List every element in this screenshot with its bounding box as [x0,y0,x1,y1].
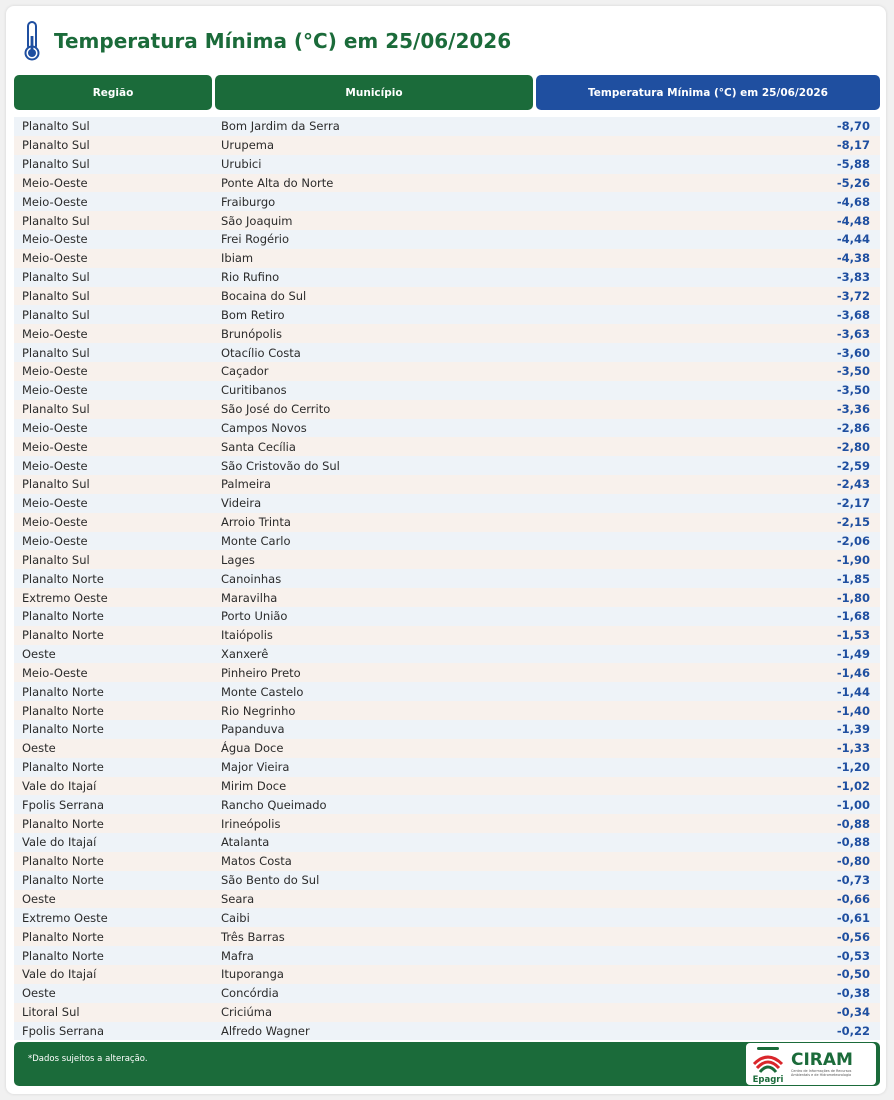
regiao-cell: Meio-Oeste [22,194,88,209]
temperatura-cell: -0,80 [836,854,870,869]
temperatura-cell: -0,50 [836,967,870,982]
epagri-logo [748,1044,788,1084]
regiao-cell: Planalto Norte [22,854,104,869]
regiao-cell: Planalto Norte [22,722,104,737]
table-row [14,249,880,268]
table-row [14,795,880,814]
temperatura-cell: -5,88 [836,157,870,172]
temperatura-cell: -1,02 [836,778,870,793]
regiao-cell: Planalto Sul [22,402,90,417]
page-title: Temperatura Mínima (°C) em 25/06/2026 [54,29,512,53]
temperatura-cell: -0,88 [836,816,870,831]
temperatura-cell: -1,85 [836,571,870,586]
column-header-municipio: Município [215,75,533,110]
regiao-cell: Meio-Oeste [22,383,88,398]
regiao-cell: Oeste [22,741,56,756]
municipio-cell: Irineópolis [221,816,281,831]
ciram-subtitle: Centro de Informações de Recursos Ambientais e de Hidrometeorologia [791,1068,852,1077]
ciram-logo [791,1049,871,1077]
municipio-cell: Major Vieira [221,760,290,775]
municipio-cell: Pinheiro Preto [221,665,301,680]
temperatura-cell: -8,70 [836,119,870,134]
municipio-cell: Arroio Trinta [221,515,291,530]
table-row [14,192,880,211]
temperatura-cell: -0,38 [836,986,870,1001]
temperatura-cell: -2,86 [836,420,870,435]
temperatura-cell: -4,48 [836,213,870,228]
table-row [14,475,880,494]
regiao-cell: Meio-Oeste [22,251,88,266]
regiao-cell: Planalto Sul [22,138,90,153]
table-row [14,890,880,909]
temperatura-cell: -1,33 [836,741,870,756]
temperatura-cell: -0,22 [836,1023,870,1038]
regiao-cell: Litoral Sul [22,1005,80,1020]
municipio-cell: São José do Cerrito [221,402,331,417]
table-row [14,305,880,324]
table-row [14,720,880,739]
table-row [14,419,880,438]
municipio-cell: Três Barras [221,929,285,944]
temperatura-cell: -1,49 [836,647,870,662]
temperatura-cell: -1,39 [836,722,870,737]
regiao-cell: Oeste [22,986,56,1001]
temperatura-cell: -3,63 [836,326,870,341]
regiao-cell: Planalto Norte [22,948,104,963]
table-row [14,381,880,400]
regiao-cell: Planalto Sul [22,270,90,285]
table-row [14,701,880,720]
temperatura-cell: -2,80 [836,439,870,454]
table-row [14,155,880,174]
table-row [14,588,880,607]
regiao-cell: Planalto Sul [22,477,90,492]
municipio-cell: Alfredo Wagner [221,1023,310,1038]
temperatura-cell: -1,80 [836,590,870,605]
regiao-cell: Planalto Norte [22,609,104,624]
temperatura-cell: -0,56 [836,929,870,944]
table-row [14,400,880,419]
municipio-cell: Santa Cecília [221,439,296,454]
table-row [14,626,880,645]
regiao-cell: Oeste [22,892,56,907]
municipio-cell: Brunópolis [221,326,282,341]
table-row [14,136,880,155]
column-header-regiao: Região [14,75,212,110]
table-row [14,663,880,682]
municipio-cell: Ibiam [221,251,254,266]
ciram-label: CIRAM [791,1049,853,1070]
municipio-cell: Seara [221,892,255,907]
municipio-cell: Canoinhas [221,571,282,586]
regiao-cell: Vale do Itajaí [22,835,97,850]
temperatura-cell: -3,60 [836,345,870,360]
municipio-cell: Matos Costa [221,854,292,869]
temperatura-cell: -2,43 [836,477,870,492]
municipio-cell: Rancho Queimado [221,797,327,812]
municipio-cell: Ponte Alta do Norte [221,175,334,190]
temperatura-cell: -1,20 [836,760,870,775]
regiao-cell: Planalto Sul [22,157,90,172]
municipio-cell: Urupema [221,138,275,153]
municipio-cell: Atalanta [221,835,270,850]
municipio-cell: Bom Jardim da Serra [221,119,340,134]
temperatura-cell: -0,73 [836,873,870,888]
title-bar [18,20,511,62]
regiao-cell: Meio-Oeste [22,458,88,473]
municipio-cell: São Cristovão do Sul [221,458,340,473]
temperatura-cell: -5,26 [836,175,870,190]
table-row [14,343,880,362]
temperatura-cell: -1,53 [836,628,870,643]
temperatura-cell: -4,68 [836,194,870,209]
footer-bar [14,1042,880,1086]
regiao-cell: Extremo Oeste [22,910,108,925]
temperatura-cell: -0,88 [836,835,870,850]
table-row [14,946,880,965]
regiao-cell: Fpolis Serrana [22,797,104,812]
table-row [14,871,880,890]
table-row [14,456,880,475]
temperatura-cell: -2,59 [836,458,870,473]
regiao-cell: Planalto Norte [22,571,104,586]
table-row [14,494,880,513]
municipio-cell: Fraiburgo [221,194,276,209]
temperatura-cell: -1,68 [836,609,870,624]
municipio-cell: Caçador [221,364,269,379]
municipio-cell: Itaiópolis [221,628,273,643]
temperatura-cell: -1,44 [836,684,870,699]
regiao-cell: Planalto Sul [22,213,90,228]
table-row [14,777,880,796]
temperatura-cell: -2,15 [836,515,870,530]
temperatura-cell: -3,50 [836,364,870,379]
municipio-cell: Lages [221,552,255,567]
temperatura-cell: -8,17 [836,138,870,153]
regiao-cell: Meio-Oeste [22,232,88,247]
table-row [14,645,880,664]
logo-block [746,1043,876,1085]
municipio-cell: Bocaina do Sul [221,289,307,304]
thermometer-icon [18,20,46,62]
regiao-cell: Planalto Sul [22,345,90,360]
regiao-cell: Fpolis Serrana [22,1023,104,1038]
table-row [14,984,880,1003]
municipio-cell: São Joaquim [221,213,293,228]
regiao-cell: Planalto Norte [22,628,104,643]
temperatura-cell: -3,68 [836,307,870,322]
temperatura-cell: -3,83 [836,270,870,285]
municipio-cell: Água Doce [221,741,284,756]
temperatura-cell: -2,17 [836,496,870,511]
municipio-cell: São Bento do Sul [221,873,320,888]
regiao-cell: Planalto Norte [22,929,104,944]
table-row [14,532,880,551]
regiao-cell: Planalto Sul [22,552,90,567]
table-row [14,569,880,588]
table-row [14,682,880,701]
regiao-cell: Vale do Itajaí [22,967,97,982]
municipio-cell: Bom Retiro [221,307,285,322]
municipio-cell: Rio Rufino [221,270,280,285]
regiao-cell: Meio-Oeste [22,175,88,190]
table-row [14,362,880,381]
table-row [14,927,880,946]
table-row [14,117,880,136]
temperatura-cell: -3,36 [836,402,870,417]
epagri-label: Epagri [752,1075,784,1084]
temperatura-cell: -0,61 [836,910,870,925]
regiao-cell: Vale do Itajaí [22,778,97,793]
table-row [14,513,880,532]
temperatura-cell: -1,90 [836,552,870,567]
table-row [14,1003,880,1022]
table-row [14,550,880,569]
regiao-cell: Planalto Norte [22,684,104,699]
table-row [14,230,880,249]
table-row [14,758,880,777]
temperatura-cell: -1,00 [836,797,870,812]
temperatura-cell: -0,66 [836,892,870,907]
municipio-cell: Maravilha [221,590,278,605]
table-row [14,607,880,626]
table-row [14,324,880,343]
table-row [14,1022,880,1041]
temperatura-cell: -3,50 [836,383,870,398]
regiao-cell: Meio-Oeste [22,364,88,379]
table-row [14,739,880,758]
table-row [14,852,880,871]
municipio-cell: Xanxerê [221,647,269,662]
municipio-cell: Monte Castelo [221,684,304,699]
regiao-cell: Meio-Oeste [22,665,88,680]
regiao-cell: Planalto Norte [22,873,104,888]
municipio-cell: Mirim Doce [221,778,287,793]
municipio-cell: Otacílio Costa [221,345,301,360]
regiao-cell: Meio-Oeste [22,533,88,548]
municipio-cell: Videira [221,496,262,511]
municipio-cell: Porto União [221,609,288,624]
regiao-cell: Planalto Sul [22,119,90,134]
municipio-cell: Criciúma [221,1005,273,1020]
municipio-cell: Rio Negrinho [221,703,296,718]
temperatura-cell: -4,38 [836,251,870,266]
temperatura-cell: -4,44 [836,232,870,247]
regiao-cell: Oeste [22,647,56,662]
regiao-cell: Meio-Oeste [22,496,88,511]
regiao-cell: Meio-Oeste [22,326,88,341]
municipio-cell: Curitibanos [221,383,287,398]
table-row [14,211,880,230]
regiao-cell: Planalto Sul [22,289,90,304]
municipio-cell: Monte Carlo [221,533,291,548]
municipio-cell: Campos Novos [221,420,307,435]
temperatura-cell: -3,72 [836,289,870,304]
regiao-cell: Meio-Oeste [22,439,88,454]
table-row [14,833,880,852]
table-row [14,174,880,193]
regiao-cell: Extremo Oeste [22,590,108,605]
temperatura-cell: -1,46 [836,665,870,680]
table-row [14,437,880,456]
regiao-cell: Planalto Sul [22,307,90,322]
table-row [14,268,880,287]
municipio-cell: Urubici [221,157,262,172]
regiao-cell: Meio-Oeste [22,420,88,435]
regiao-cell: Meio-Oeste [22,515,88,530]
regiao-cell: Planalto Norte [22,816,104,831]
table-row [14,814,880,833]
municipio-cell: Mafra [221,948,254,963]
municipio-cell: Papanduva [221,722,285,737]
municipio-cell: Ituporanga [221,967,284,982]
temperatura-cell: -2,06 [836,533,870,548]
temperatura-cell: -0,53 [836,948,870,963]
municipio-cell: Palmeira [221,477,271,492]
table-row [14,965,880,984]
regiao-cell: Planalto Norte [22,703,104,718]
table-row [14,287,880,306]
disclaimer-note: *Dados sujeitos a alteração. [28,1054,148,1064]
regiao-cell: Planalto Norte [22,760,104,775]
temperatura-cell: -0,34 [836,1005,870,1020]
temperatura-cell: -1,40 [836,703,870,718]
data-table-body [14,117,880,1040]
municipio-cell: Concórdia [221,986,279,1001]
municipio-cell: Caibi [221,910,250,925]
municipio-cell: Frei Rogério [221,232,290,247]
table-row [14,908,880,927]
column-header-temperatura: Temperatura Mínima (°C) em 25/06/2026 [536,75,880,110]
